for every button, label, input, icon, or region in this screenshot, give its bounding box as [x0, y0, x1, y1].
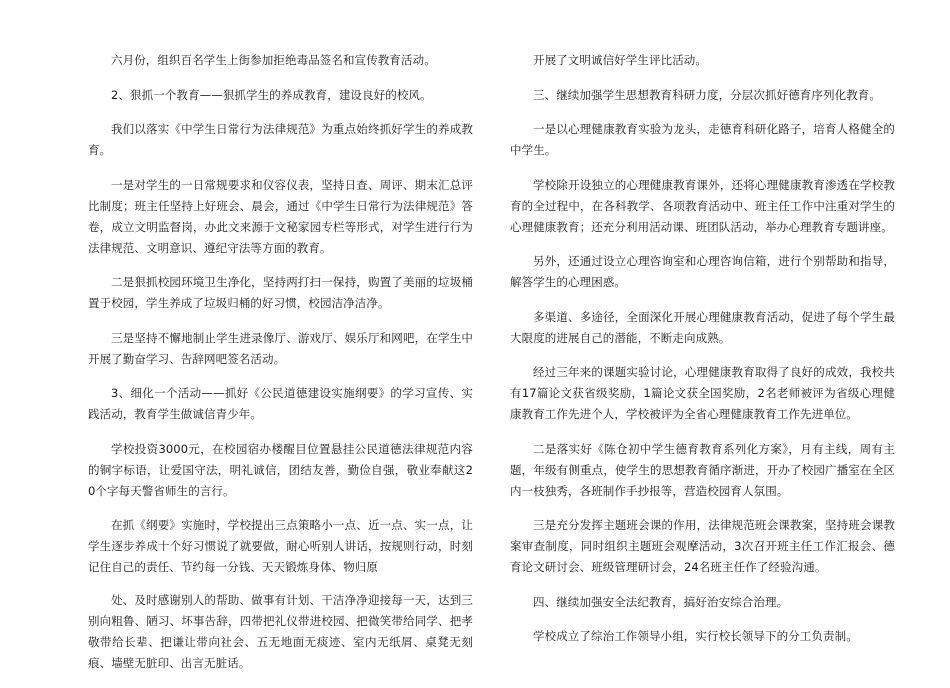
left-column [88, 50, 473, 688]
paragraph: 学校除开设独立的心理健康教育课外，还将心理健康教育渗透在学校教育的全过程中，在各科教学、各项教育活动中、班主任工作中注重对学生的心理健康教育；还充分利用活动课、班团队活动，举办心理教育专题讲座。 [510, 177, 895, 234]
section-heading: 2、狠抓一个教育——狠抓学生的养成教育，建设良好的校风。 [111, 87, 432, 102]
section-heading: 四、继续加强安全法纪教育，搞好治安综合治理。 [533, 594, 789, 609]
section-heading: 三、继续加强学生思想教育科研力度，分层次抓好德育序列化教育。 [533, 87, 881, 102]
paragraph: 二是狠抓校园环境卫生净化，坚持两打扫一保持，购置了美丽的垃圾桶置于校园，学生养成了垃圾归桶的好习惯，校园洁净洁净。 [88, 275, 473, 310]
paragraph: 三是充分发挥主题班会课的作用，法律规范班会课教案，坚持班会课教案审查制度，同时组织主题班会观摩活动，3次召开班主任工作汇报会、德育论文研讨会、班级管理研讨会，24名班主任作了经验沟通。 [510, 518, 895, 574]
paragraph: 多渠道、多途径，全面深化开展心理健康教育活动，促进了每个学生最大限度的进展自己的潜能，不断走向成熟。 [510, 309, 895, 345]
paragraph: 学校投资3000元，在校园宿办楼醒目位置悬挂公民道德法律规范内容的铜字标语，让爱国守法，明礼诚信，团结友善，勤俭自强，敬业奉献这20个字每天警省师生的言行。 [88, 441, 473, 498]
paragraph: 六月份，组织百名学生上街参加拒绝毒品签名和宣传教育活动。 [111, 53, 436, 67]
paragraph: 三是坚持不懈地制止学生进录像厅、游戏厅、娱乐厅和网吧，在学生中开展了勤奋学习、告辞网吧签名活动。 [88, 330, 473, 366]
paragraph: 在抓《纲要》实施时，学校提出三点策略小一点、近一点、实一点，让学生逐步养成十个好习惯说了就要做，耐心听别人讲话，按规则行动，时刻记住自己的责任、节约每一分钱、天天锻炼身体、物归原 [88, 518, 473, 574]
section-heading: 3、细化一个活动——抓好《公民道德建设实施纲要》的学习宣传、实践活动，教育学生做诚信青少年。 [88, 386, 473, 421]
paragraph: 学校成立了综治工作领导小组，实行校长领导下的分工负责制。 [533, 629, 858, 643]
paragraph: 二是落实好《陈仓初中学生德育教育系列化方案》，月有主线，周有主题，年级有侧重点，使学生的思想教育循序渐进，开办了校园广播室在全区内一枝独秀，各班制作手抄报等，营造校园育人氛围。 [510, 441, 895, 498]
paragraph: 另外，还通过设立心理咨询室和心理咨询信箱，进行个别帮助和指导，解答学生的心理困惑。 [510, 254, 895, 289]
paragraph: 处、及时感谢别人的帮助、做事有计划、干洁净净迎接每一天，达到三别向粗鲁、陋习、坏事告辞，四带把礼仪带进校园、把微笑带给同学、把孝敬带给长辈、把谦让带向社会、五无地面无痰迹、室内无纸屑、桌凳无刻痕、墙壁无脏印、出言无脏话。 [88, 593, 473, 670]
paragraph: 一是对学生的一日常规要求和仪容仪表，坚持日查、周评、期末汇总评比制度；班主任坚持上好班会、晨会，通过《中学生日常行为法律规范》答卷，成立文明监督岗，办此文来源于文秘家园专栏等形式，对学生进行行为法律规范、文明意识、遵纪守法等方面的教育。 [88, 177, 473, 255]
paragraph: 经过三年来的课题实验讨论，心理健康教育取得了良好的成效，我校共有17篇论文获省级奖励，1篇论文获全国奖励，2名老师被评为省级心理健康教育工作先进个人，学校被评为全省心理健康教育工作先进单位。 [510, 365, 895, 421]
paragraph: 我们以落实《中学生日常行为法律规范》为重点始终抓好学生的养成教育。 [88, 122, 473, 157]
right-column [510, 50, 895, 661]
paragraph: 一是以心理健康教育实验为龙头，走德育科研化路子，培育人格健全的中学生。 [510, 122, 895, 157]
paragraph: 开展了文明诚信好学生评比活动。 [533, 53, 707, 67]
